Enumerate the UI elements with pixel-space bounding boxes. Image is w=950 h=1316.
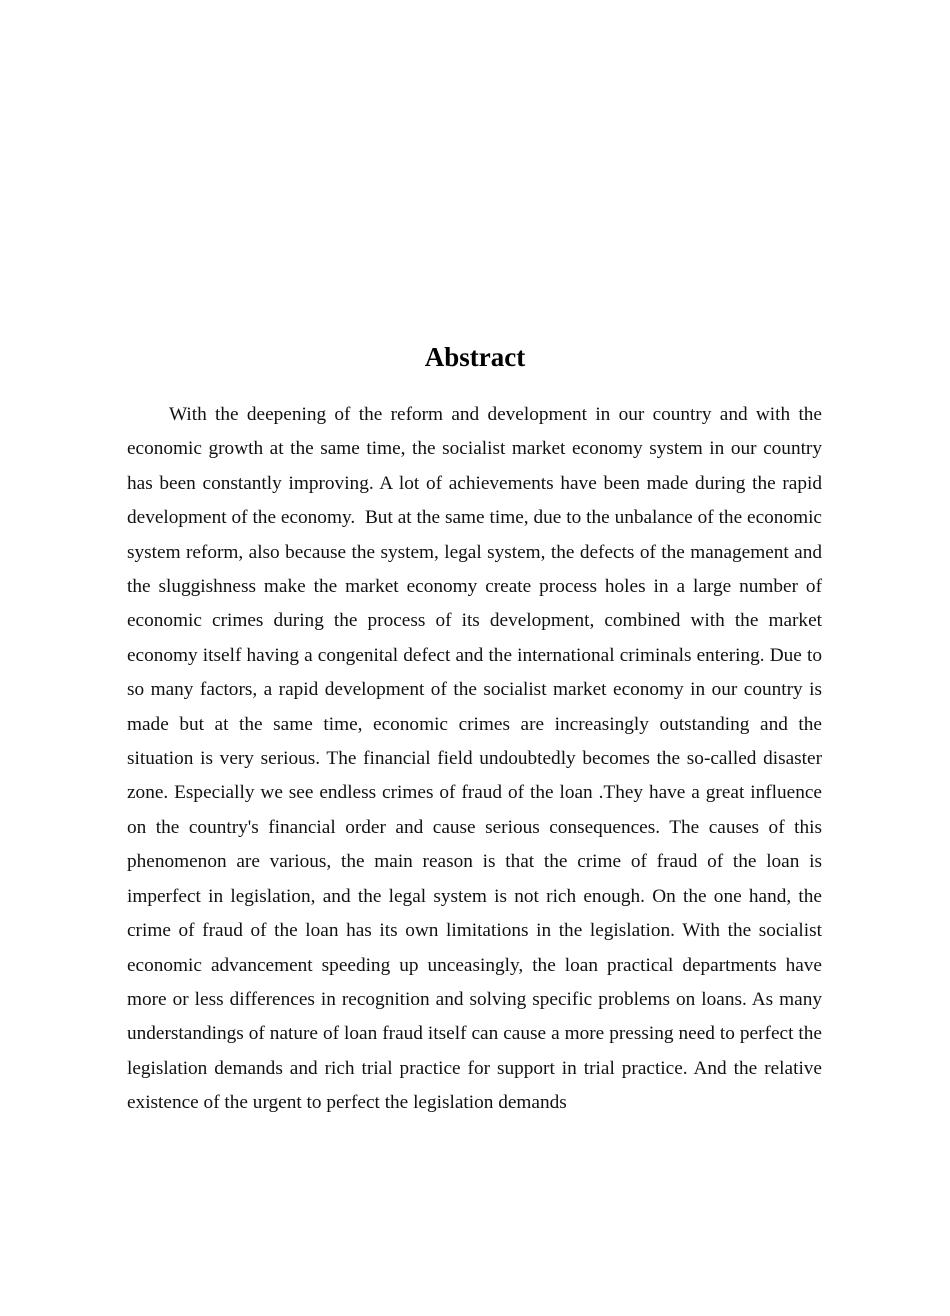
abstract-paragraph: With the deepening of the reform and development in our country and with the economic growth at the same time, the socialist market economy system in our country has been constantly improving. A lot of achievements have been made during the rapid development of the economy. But at the same time, due to the unbalance of the economic system reform, also because the system, legal system, the defects of the management and the sluggishness make the market economy create process holes in a large number of economic crimes during the process of its development, combined with the market economy itself having a congenital defect and the international criminals entering. Due to so many factors, a rapid development of the socialist market economy in our country is made but at the same time, economic crimes are increasingly outstanding and the situation is very serious. The financial field undoubtedly becomes the so-called disaster zone. Especially we see endless crimes of fraud of the loan .They have a great influence on the country's financial order and cause serious consequences. The causes of this phenomenon are various, the main reason is that the crime of fraud of the loan is imperfect in legislation, and the legal system is not rich enough. On the one hand, the crime of fraud of the loan has its own limitations in the legislation. With the socialist economic advancement speeding up unceasingly, the loan practical departments have more or less differences in recognition and solving specific problems on loans. As many understandings of nature of loan fraud itself can cause a more pressing need to perfect the legislation demands and rich trial practice for support in trial practice. And the relative existence of the urgent to perfect the legislation demands <box>127 404 827 1114</box>
abstract-heading: Abstract <box>424 342 526 372</box>
